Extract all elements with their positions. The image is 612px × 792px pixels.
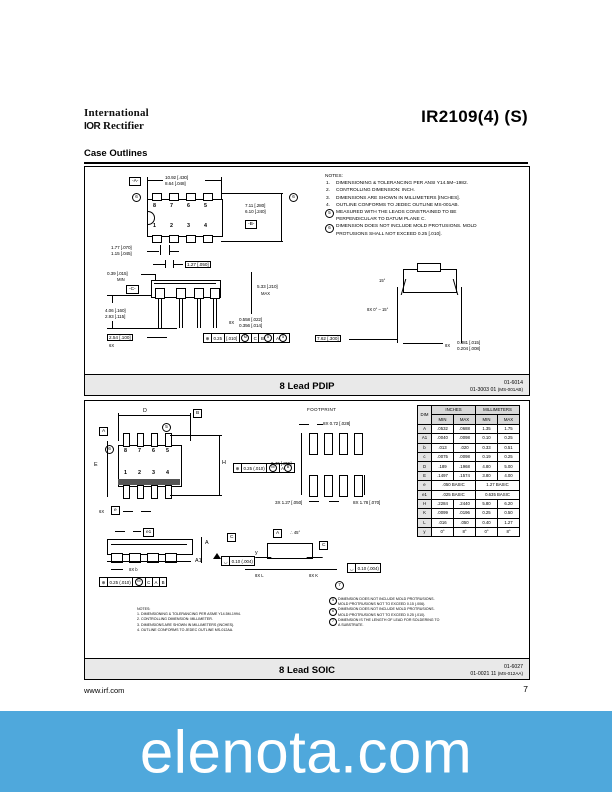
table-row: y 0° 8° 0° 8° bbox=[418, 528, 520, 537]
pdip-pin-3: 3 bbox=[187, 223, 190, 229]
soic-lead-bottom bbox=[123, 485, 130, 499]
pdip-lead-top bbox=[203, 193, 213, 201]
soic-side-fcf-tol: 0.25 (.010) bbox=[108, 578, 133, 586]
logo-line-rectifier bbox=[84, 120, 204, 133]
table-row: L .016 .050 0.40 1.27 bbox=[418, 518, 520, 527]
table-subheader-row bbox=[418, 415, 520, 424]
pdip-pin-2: 2 bbox=[170, 223, 173, 229]
col-mm-max: MAX bbox=[498, 415, 520, 424]
soic-pin-5: 5 bbox=[166, 448, 169, 454]
pdip-pin-1: 1 bbox=[153, 223, 156, 229]
logo-ior-mark: IOR bbox=[84, 121, 101, 132]
pdip-fcf-tol-in: [.010] bbox=[225, 334, 240, 342]
soic-fcf-tol: 0.25 (.010) bbox=[242, 464, 267, 472]
pdip-dim-height-label: MAX bbox=[261, 291, 271, 296]
soic-notes-block bbox=[137, 607, 317, 633]
footer-page-number: 7 bbox=[523, 684, 528, 694]
soic-note-ref-5: 5 bbox=[162, 423, 171, 432]
soic-dim-6x: 6X bbox=[99, 509, 105, 514]
pdip-lead-bottom bbox=[203, 235, 213, 243]
soic-lead-8xL: 8X L bbox=[255, 573, 264, 578]
soic-dim-H: H bbox=[222, 460, 226, 466]
pdip-pin-5: 5 bbox=[204, 203, 207, 209]
soic-datum-e: e bbox=[111, 506, 120, 515]
pdip-note: 2. CONTROLLING DIMENSION: INCH. bbox=[326, 188, 415, 194]
pdip-lead-top bbox=[169, 193, 179, 201]
soic-datum-b: B bbox=[193, 409, 202, 418]
soic-flatness-value-2: 0.10 (.004) bbox=[357, 565, 379, 571]
pdip-dim-angle-small: 15° bbox=[379, 278, 386, 283]
soic-circled-note: 7 DIMENSION IS THE LENGTH OF LEAD FOR SOLDERING TO bbox=[329, 618, 527, 623]
pdip-body-endview bbox=[403, 269, 457, 293]
table-row: e .050 BASIC 1.27 BASIC bbox=[418, 481, 520, 490]
soic-circled-notes bbox=[329, 597, 527, 628]
pdip-fcf-datum-b: B 5 bbox=[259, 334, 274, 342]
soic-circled-note: 6 DIMENSION DOES NOT INCLUDE MOLD PROTRUSIONS. bbox=[329, 607, 527, 612]
soic-circled-note: 5 DIMENSION DOES NOT INCLUDE MOLD PROTRUSIONS. bbox=[329, 597, 527, 602]
pdip-dim-standoff-label: MIN bbox=[117, 277, 125, 282]
soic-lead-bottom bbox=[151, 485, 158, 499]
soic-endview-datum-c: C bbox=[319, 541, 328, 550]
table-row: b .013 .020 0.33 0.51 bbox=[418, 443, 520, 452]
soic-lead-8xK: 8X K bbox=[309, 573, 319, 578]
mmc-symbol-icon: M bbox=[133, 578, 145, 586]
pdip-dim-height: 5.33 [.210] bbox=[257, 284, 278, 289]
soic-lead-top bbox=[137, 433, 144, 447]
pdip-datum-b: -B- bbox=[245, 220, 257, 229]
soic-fp-span: 6.46 [.255] bbox=[271, 461, 292, 466]
soic-fp-pad bbox=[339, 475, 348, 497]
soic-fp-pad bbox=[309, 433, 318, 455]
pdip-lead-top bbox=[152, 193, 162, 201]
pdip-lead-bottom bbox=[186, 235, 196, 243]
pdip-fcf-tol-mm: 0.25 bbox=[212, 334, 225, 342]
pdip-dim-body-max: 7.11 [.280] bbox=[245, 203, 266, 208]
soic-note: 2. CONTROLLING DIMENSION: MILLIMETER. bbox=[137, 617, 213, 622]
soic-fcf-datums: A B bbox=[280, 464, 294, 472]
table-row: e1 .025 BASIC 0.635 BASIC bbox=[418, 490, 520, 499]
mmc-symbol-icon: M bbox=[267, 464, 279, 472]
company-logo bbox=[84, 108, 204, 134]
pdip-lead-bottom bbox=[152, 235, 162, 243]
watermark-banner bbox=[0, 711, 612, 792]
soic-fp-pitch: 3X 1.27 [.050] bbox=[275, 500, 303, 505]
pdip-dim-leadw-qty: 8X bbox=[229, 320, 235, 325]
profile-symbol-icon: ◡ bbox=[348, 564, 356, 572]
table-row: E .1497 .1574 3.80 4.00 bbox=[418, 471, 520, 480]
table-row: K .0099 .0196 0.25 0.50 bbox=[418, 509, 520, 518]
soic-dim-A1: A1 bbox=[195, 558, 202, 564]
pdip-fcf-datum-a: A 5 bbox=[274, 334, 288, 342]
col-group-mm: MILLIMETERS bbox=[476, 406, 520, 415]
soic-side-fcf-a: A bbox=[153, 578, 160, 586]
soic-fp-pad bbox=[339, 433, 348, 455]
pdip-feature-control-frame bbox=[203, 333, 290, 343]
soic-footprint-title: FOOTPRINT bbox=[307, 407, 337, 412]
pdip-dim-leadthk-min: 0.204 [.008] bbox=[457, 346, 481, 351]
table-row: c .0075 .0098 0.19 0.25 bbox=[418, 452, 520, 461]
soic-note: 1. DIMENSIONING & TOLERANCING PER ASME Y14.5M-1994. bbox=[137, 612, 241, 617]
pdip-note: PROTUSIONS SHALL NOT EXCEED 0.25 [.010]. bbox=[336, 231, 442, 237]
position-symbol-icon: ⊕ bbox=[204, 334, 212, 342]
soic-outline-panel bbox=[84, 400, 530, 680]
soic-bevel-angle: ∴ 45° bbox=[290, 530, 301, 535]
pdip-lead-bottom bbox=[169, 235, 179, 243]
soic-side-fcf-c: C bbox=[146, 578, 153, 586]
soic-dim-D: D bbox=[143, 408, 147, 414]
pdip-pin-6: 6 bbox=[187, 203, 190, 209]
soic-side-fcf bbox=[99, 577, 167, 587]
soic-lead-bottom bbox=[165, 485, 172, 499]
table-header-row bbox=[418, 406, 520, 415]
col-symbol: DIM bbox=[418, 406, 432, 425]
pdip-dim-rowspace: 7.62 [.300] bbox=[317, 336, 339, 341]
col-group-inches: INCHES bbox=[432, 406, 476, 415]
soic-datum-a: A bbox=[99, 427, 108, 436]
pdip-datum-c: -C- bbox=[126, 285, 139, 294]
table-row: D .189 .1968 4.80 5.00 bbox=[418, 462, 520, 471]
section-heading: Case Outlines bbox=[84, 148, 148, 159]
soic-pin-2: 2 bbox=[138, 470, 141, 476]
pdip-note-ref-6-left: 6 bbox=[132, 193, 141, 202]
pdip-dim-body-min: 6.10 [.240] bbox=[245, 209, 266, 214]
pdip-note: PERPENDICULAR TO DATUM PLANE C. bbox=[336, 217, 426, 223]
soic-lead-bottom bbox=[137, 485, 144, 499]
pdip-dim-angle: 8X 0° – 15° bbox=[367, 307, 389, 312]
pdip-body-topview bbox=[147, 199, 223, 237]
pdip-pin-7: 7 bbox=[170, 203, 173, 209]
soic-fp-pad bbox=[309, 475, 318, 497]
col-in-max: MAX bbox=[454, 415, 476, 424]
soic-caption: 8 Lead SOIC bbox=[279, 665, 335, 676]
pdip-dim-leadwidth-min: 0.356 [.014] bbox=[239, 323, 263, 328]
pdip-dim-width-max: 10.92 [.430] bbox=[165, 175, 189, 180]
soic-dim-y: y bbox=[255, 550, 258, 556]
soic-fp-pad-width: 8X 0.72 [.028] bbox=[323, 421, 351, 426]
soic-fp-pad bbox=[354, 433, 363, 455]
pdip-note: 1. DIMENSIONING & TOLERANCING PER ANSI Y14.5M–1982. bbox=[326, 181, 468, 187]
soic-pin-7: 7 bbox=[138, 448, 141, 454]
soic-fp-pad-length: 8X 1.78 [.070] bbox=[353, 500, 381, 505]
pdip-body-chamfer bbox=[154, 280, 216, 284]
pdip-notes-header: NOTES: bbox=[325, 174, 343, 179]
pdip-note-ref-6-right: 6 bbox=[289, 193, 298, 202]
pdip-code-1: 01-6014 bbox=[503, 380, 523, 386]
col-in-min: MIN bbox=[432, 415, 454, 424]
page-title: IR2109(4) (S) bbox=[421, 107, 528, 126]
table-row: H .2284 .2440 5.80 6.20 bbox=[418, 499, 520, 508]
soic-pin-6: 6 bbox=[152, 448, 155, 454]
pdip-dim-leadwidth-max: 0.558 [.022] bbox=[239, 317, 263, 322]
soic-code-1: 01-6027 bbox=[503, 664, 523, 670]
soic-pin-4: 4 bbox=[166, 470, 169, 476]
soic-note: 4. OUTLINE CONFORMS TO JEDEC OUTLINE MS-012AA. bbox=[137, 627, 234, 632]
pdip-dim-leadw-max: 1.77 [.070] bbox=[111, 245, 132, 250]
soic-circled-note-cont: MOLD PROTRUSIONS NOT TO EXCEED 0.25 (.010). bbox=[338, 612, 426, 617]
pdip-dim-width-min: 8.64 [.048] bbox=[165, 181, 186, 186]
mmc-symbol-icon: M bbox=[240, 334, 252, 342]
soic-note: 3. DIMENSIONS ARE SHOWN IN MILLIMETERS (INCHES). bbox=[137, 622, 235, 627]
soic-flatness-frame-2 bbox=[347, 563, 381, 573]
soic-side-fcf-b: B bbox=[161, 579, 165, 585]
soic-fp-pad bbox=[354, 475, 363, 497]
table-row: A .0532 .0688 1.35 1.75 bbox=[418, 424, 520, 433]
pdip-endview-top-tab bbox=[417, 263, 441, 272]
datum-triangle-icon bbox=[213, 553, 221, 559]
soic-pin-8: 8 bbox=[124, 448, 127, 454]
footer-website[interactable]: www.irf.com bbox=[84, 686, 125, 695]
pdip-lead-top bbox=[186, 193, 196, 201]
pdip-note: 5 MEASURED WITH THE LEADS CONSTRAINED TO BE bbox=[325, 209, 521, 216]
soic-lead-top bbox=[151, 433, 158, 447]
pdip-pin-8: 8 bbox=[153, 203, 156, 209]
soic-circled-note-cont: A SUBSTRATE. bbox=[338, 623, 364, 628]
pdip-dim-standoff: 0.39 [.015] bbox=[107, 271, 128, 276]
soic-fp-pad bbox=[324, 475, 333, 497]
position-symbol-icon: ⊕ bbox=[100, 578, 108, 586]
position-symbol-icon: ⊕ bbox=[234, 464, 242, 472]
soic-dim-e1: e1 bbox=[143, 528, 154, 537]
col-mm-min: MIN bbox=[476, 415, 498, 424]
pdip-notes-block bbox=[325, 173, 521, 238]
soic-dim-8xb: 8X b bbox=[129, 567, 138, 572]
pdip-fcf-datum-c: C bbox=[252, 334, 259, 342]
pdip-dim-leadw-min: 1.15 [.045] bbox=[111, 251, 132, 256]
soic-datum-c: C bbox=[227, 533, 236, 542]
soic-code-2: 01-0021 11 (MS-012AA) bbox=[470, 670, 523, 677]
table-row: A1 .0040 .0098 0.10 0.25 bbox=[418, 434, 520, 443]
soic-circled-note-cont: MOLD PROTRUSIONS NOT TO EXCEED 0.15 (.006). bbox=[338, 602, 426, 607]
logo-rectifier-word: Rectifier bbox=[103, 120, 144, 132]
pdip-outline-panel bbox=[84, 166, 530, 396]
soic-dimension-table bbox=[417, 405, 520, 537]
pdip-dim-leadt-qty: 8X bbox=[445, 343, 451, 348]
pdip-dim-pitch2: 1.27 [.050] bbox=[187, 262, 209, 267]
pdip-pin-4: 4 bbox=[204, 223, 207, 229]
soic-note-ref-7: 7 bbox=[335, 581, 344, 590]
soic-flatness-value: 0.10 (.004) bbox=[231, 558, 253, 564]
pdip-note: 4. OUTLINE CONFORMS TO JEDEC OUTLINE MS-001AB. bbox=[326, 202, 459, 208]
pdip-dim-leadlen-max: 4.06 [.160] bbox=[105, 308, 126, 313]
soic-dim-E: E bbox=[94, 462, 98, 468]
pdip-dim-leadlen-min: 2.93 [.115] bbox=[105, 314, 126, 319]
soic-notes-header: NOTES: bbox=[137, 607, 151, 611]
soic-endview-datum-a: A bbox=[273, 529, 282, 538]
pdip-caption: 8 Lead PDIP bbox=[279, 381, 335, 392]
pdip-note: 6 DIMENSION DOES NOT INCLUDE MOLD PROTUSIONS. MOLD bbox=[325, 223, 521, 230]
soic-fp-pad bbox=[324, 433, 333, 455]
profile-symbol-icon: ◡ bbox=[222, 557, 230, 565]
pdip-dim-pitch: 2.54 [.100] bbox=[109, 335, 131, 340]
pdip-dim-pitch-qty: 6X bbox=[109, 343, 115, 348]
logo-line-international: International bbox=[84, 107, 149, 119]
pdip-dim-leadthk-max: 0.381 [.015] bbox=[457, 340, 481, 345]
soic-pin-3: 3 bbox=[152, 470, 155, 476]
pdip-datum-a: -A- bbox=[129, 177, 141, 186]
soic-lead-top bbox=[123, 433, 130, 447]
pdip-note: 3. DIMENSIONS ARE SHOWN IN MILLIMETERS [INCHES]. bbox=[326, 195, 460, 201]
pdip-code-2: 01-3003 01 (MS-001AB) bbox=[470, 386, 523, 393]
soic-dim-A: A bbox=[205, 540, 209, 546]
soic-note-ref-6: 6 bbox=[105, 445, 114, 454]
watermark-text: elenota.com bbox=[139, 718, 473, 785]
soic-pin-1: 1 bbox=[124, 470, 127, 476]
header-divider bbox=[84, 162, 528, 164]
